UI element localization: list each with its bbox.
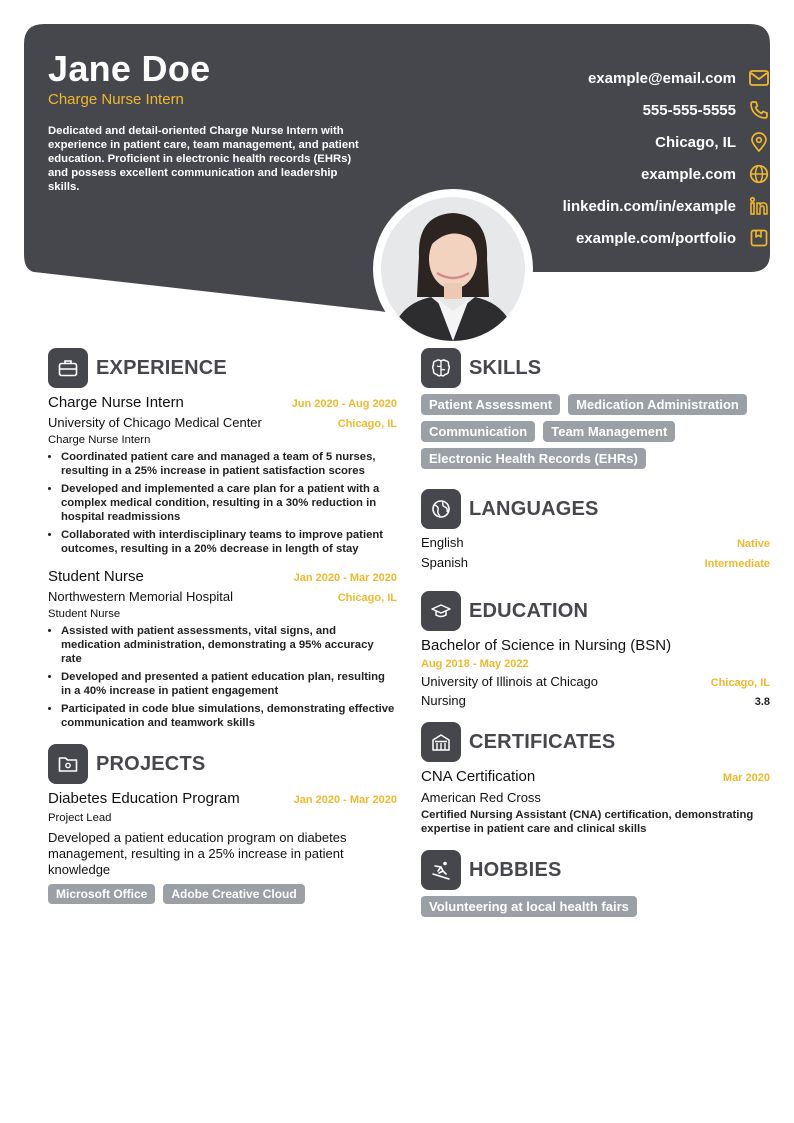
job-bullets (48, 624, 397, 730)
language-row (421, 555, 770, 575)
bookmark-icon (748, 227, 770, 249)
certificate-icon (421, 722, 461, 762)
globe-icon (748, 163, 770, 185)
job-org: Northwestern Memorial Hospital (48, 589, 233, 604)
skill-tag: Patient Assessment (421, 394, 560, 415)
brain-icon (421, 348, 461, 388)
field-of-study: Nursing (421, 693, 466, 708)
certificates-header (421, 722, 770, 762)
skills-title: SKILLS (469, 356, 542, 379)
location-icon (748, 131, 770, 153)
job-bullets (48, 450, 397, 556)
languages-list (421, 535, 770, 575)
project-title: Diabetes Education Program (48, 790, 240, 807)
mail-icon (748, 67, 770, 89)
job-position: Student Nurse (48, 608, 121, 620)
job-org: University of Chicago Medical Center (48, 415, 262, 430)
experience-entry (48, 568, 397, 730)
summary: Dedicated and detail-oriented Charge Nurse Intern with experience in patient care, team management, and patient education. Proficient in electronic health records (EHRs) and possess excellent communication and leadership skills. (48, 125, 359, 193)
contact-email[interactable] (450, 62, 770, 94)
graduation-cap-icon (421, 591, 461, 631)
skill-tag: Electronic Health Records (EHRs) (421, 448, 646, 469)
languages-title: LANGUAGES (469, 497, 599, 520)
hobbies-title: HOBBIES (469, 858, 562, 881)
certificate-name: CNA Certification (421, 768, 536, 785)
certificates-title: CERTIFICATES (469, 730, 616, 753)
projects-title: PROJECTS (96, 752, 206, 775)
hobby-tag: Volunteering at local health fairs (421, 896, 637, 917)
skiing-icon (421, 850, 461, 890)
linkedin-text[interactable]: linkedin.com/in/example (562, 197, 736, 215)
profile-photo (373, 189, 533, 349)
language-level: Intermediate (704, 558, 770, 570)
certificate-description: Certified Nursing Assistant (CNA) certification, demonstrating expertise in patient care and clinical skills (421, 809, 754, 835)
languages-header (421, 489, 770, 529)
skill-tag: Medication Administration (568, 394, 747, 415)
language-name: Spanish (421, 555, 468, 570)
portfolio-text[interactable]: example.com/portfolio (575, 229, 736, 247)
avatar (381, 197, 525, 341)
job-title: Student Nurse (48, 568, 144, 585)
education-title: EDUCATION (469, 599, 589, 622)
languages-icon (421, 489, 461, 529)
folder-icon (48, 744, 88, 784)
job-title: Charge Nurse Intern (48, 394, 184, 411)
education-date: Aug 2018 - May 2022 (421, 658, 529, 670)
project-tags (48, 884, 397, 910)
right-column (421, 348, 770, 923)
contact-phone[interactable] (450, 94, 770, 126)
language-level: Native (736, 538, 770, 550)
bullet: • Developed and presented a patient education plan, resulting in a 40% increase in patient engagement (61, 670, 397, 698)
project-description: Developed a patient education program on diabetes management, resulting in a 25% increase in patient knowledge (48, 830, 347, 877)
tag: Adobe Creative Cloud (163, 884, 304, 904)
linkedin-icon (748, 195, 770, 217)
hobbies-list (421, 896, 770, 923)
job-position: Charge Nurse Intern (48, 434, 151, 446)
projects-header (48, 744, 397, 784)
briefcase-icon (48, 348, 88, 388)
job-date: Jan 2020 - Mar 2020 (293, 572, 397, 584)
email-text[interactable]: example@email.com (587, 69, 736, 87)
project-entry (48, 790, 397, 910)
website-text[interactable]: example.com (640, 165, 736, 183)
skill-tag: Team Management (543, 421, 675, 442)
tag: Microsoft Office (48, 884, 155, 904)
location-text: Chicago, IL (655, 133, 736, 151)
language-row (421, 535, 770, 555)
experience-header (48, 348, 397, 388)
experience-entry (48, 394, 397, 556)
contact-website[interactable] (450, 158, 770, 190)
candidate-name: Jane Doe (48, 48, 211, 89)
certificate-date: Mar 2020 (722, 772, 770, 784)
left-column (48, 348, 397, 922)
job-location: Chicago, IL (337, 418, 397, 430)
phone-icon (748, 99, 770, 121)
contact-location (450, 126, 770, 158)
phone-text[interactable]: 555-555-5555 (642, 101, 736, 119)
bullet: • Collaborated with interdisciplinary teams to improve patient outcomes, resulting in a 20% decrease in length of stay (61, 528, 397, 556)
experience-title: EXPERIENCE (96, 356, 227, 379)
school-location: Chicago, IL (710, 677, 770, 689)
bullet: • Assisted with patient assessments, vital signs, and medication administration, demonstrating a 95% accuracy rate (61, 624, 397, 666)
project-role: Project Lead (48, 812, 112, 824)
language-name: English (421, 535, 464, 550)
certificate-issuer: American Red Cross (421, 790, 541, 805)
gpa: 3.8 (754, 696, 770, 708)
education-header (421, 591, 770, 631)
bullet: • Developed and implemented a care plan for a patient with a complex medical condition, resulting in a 30% reduction in hospital readmissions (61, 482, 397, 524)
skill-tag: Communication (421, 421, 535, 442)
hobbies-header (421, 850, 770, 890)
school: University of Illinois at Chicago (421, 674, 599, 689)
candidate-role: Charge Nurse Intern (48, 91, 184, 108)
bullet: • Coordinated patient care and managed a team of 5 nurses, resulting in a 25% increase in patient satisfaction scores (61, 450, 397, 478)
bullet: • Participated in code blue simulations, demonstrating effective communication and teamwork skills (61, 702, 397, 730)
education-entry (421, 637, 770, 708)
skills-header (421, 348, 770, 388)
skills-list (421, 394, 770, 475)
project-date: Jan 2020 - Mar 2020 (293, 794, 397, 806)
job-location: Chicago, IL (337, 592, 397, 604)
certificate-entry (421, 768, 770, 836)
degree: Bachelor of Science in Nursing (BSN) (421, 637, 672, 654)
job-date: Jun 2020 - Aug 2020 (291, 398, 397, 410)
